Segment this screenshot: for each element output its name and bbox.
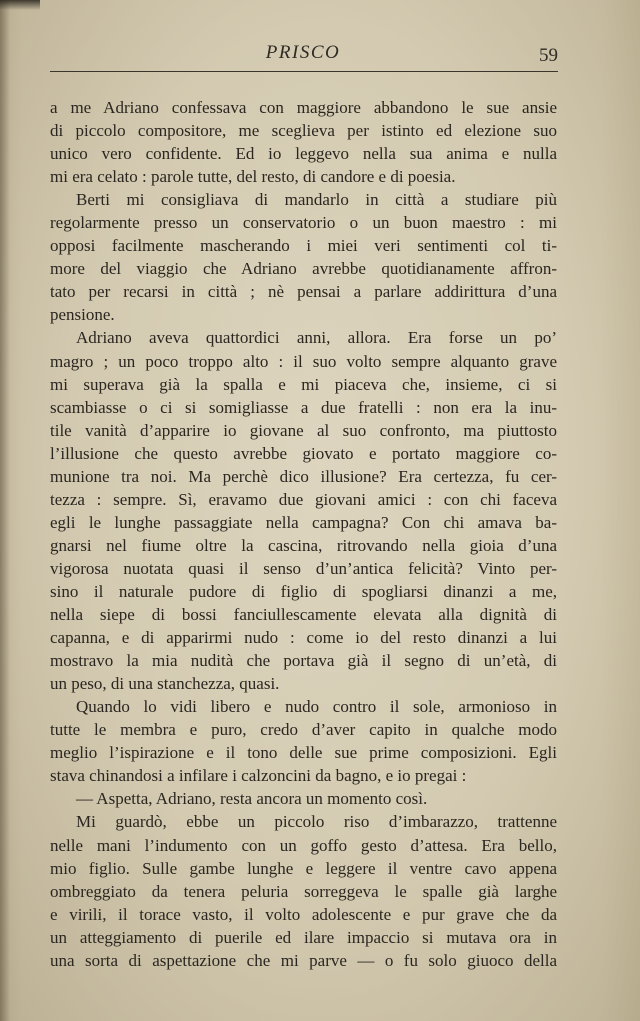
text-line: unico vero confidente. Ed io leggevo nella sua anima e nulla (50, 144, 557, 164)
text-line: mi era celato : parole tutte, del resto, di candore e di poesia. (50, 167, 456, 187)
header-rule (50, 71, 558, 72)
body-text (50, 96, 557, 996)
page-edge-shadow (0, 0, 10, 1021)
text-line: Quando lo vidi libero e nudo contro il sole, armonioso in (76, 697, 557, 717)
page-header (48, 40, 558, 74)
text-line: Berti mi consigliava di mandarlo in città a studiare più (76, 190, 557, 210)
text-line: nella siepe di bossi fanciullescamente elevata alla dignità di (50, 605, 557, 625)
text-line: l’illusione che questo avrebbe giovato e portato maggiore co- (50, 443, 557, 463)
text-line: munione tra noi. Ma perchè dico illusione? Era certezza, fu cer- (50, 466, 557, 486)
text-line: Adriano aveva quattordici anni, allora. Era forse un po’ (76, 328, 557, 348)
text-line: gnarsi nel fiume oltre la cascina, ritrovando nella gioia d’una (50, 535, 557, 555)
text-line: di piccolo compositore, me sceglieva per istinto ed elezione suo (50, 121, 557, 141)
text-line: vigorosa nuotata quasi il senso d’un’antica felicità? Vinto per- (50, 558, 557, 578)
text-line: scambiasse o ci si somigliasse a due fratelli : non era la inu- (50, 397, 557, 417)
page-corner-shadow (0, 0, 40, 10)
text-line: opposi facilmente mascherando i miei veri sentimenti col ti- (50, 236, 557, 256)
text-line: more del viaggio che Adriano avrebbe quotidianamente affron- (50, 259, 557, 279)
text-line: tutte le membra e puro, credo d’aver capito in qualche modo (50, 720, 557, 740)
text-line: a me Adriano confessava con maggiore abbandono le sue ansie (50, 98, 557, 117)
text-line: mi superava già la spalla e mi piaceva che, insieme, ci si (50, 374, 557, 394)
page-number: 59 (539, 45, 558, 66)
text-line: un peso, di una stanchezza, quasi. (50, 674, 280, 694)
text-line: una sorta di aspettazione che mi parve — o fu solo giuoco della (50, 950, 557, 970)
text-line: magro ; un poco troppo alto : il suo volto sempre alquanto grave (50, 351, 557, 371)
text-line: tezza : sempre. Sì, eravamo due giovani amici : con chi faceva (50, 489, 557, 509)
text-line: egli le lunghe passaggiate nella campagna? Con chi amava ba- (50, 512, 557, 532)
text-line: un atteggiamento di puerile ed ilare impaccio si mutava ora in (50, 927, 557, 947)
text-line: regolarmente presso un conservatorio o un buon maestro : mi (50, 213, 557, 233)
text-line: mostravo la mia nudità che portava già il segno di un’età, di (50, 651, 557, 671)
running-title: PRISCO (265, 42, 341, 63)
text-line: meglio l’ispirazione e il tono delle sue prime composizioni. Egli (50, 743, 557, 763)
text-line: nelle mani l’indumento con un goffo gesto d’attesa. Era bello, (50, 835, 557, 855)
text-line: ombreggiato da tenera peluria sorreggeva le spalle già larghe (50, 881, 557, 901)
text-line: mio figlio. Sulle gambe lunghe e leggere il ventre cavo appena (50, 858, 557, 878)
text-line: tile vanità d’apparire io giovane al suo confronto, ma piuttosto (50, 420, 557, 440)
text-line: — Aspetta, Adriano, resta ancora un momento così. (76, 789, 428, 809)
text-line: stava chinandosi a infilare i calzoncini da bagno, e io pregai : (50, 766, 467, 786)
text-line: capanna, e di apparirmi nudo : come io del resto dinanzi a lui (50, 628, 557, 648)
text-line: e virili, il torace vasto, il volto adolescente e pur grave che da (50, 904, 557, 924)
text-line: pensione. (50, 305, 115, 325)
text-line: sino il naturale pudore di figlio di spogliarsi dinanzi a me, (50, 581, 557, 601)
text-line: Mi guardò, ebbe un piccolo riso d’imbarazzo, trattenne (76, 812, 557, 832)
text-line: tato per recarsi in città ; nè pensai a parlare addirittura d’una (50, 282, 557, 302)
